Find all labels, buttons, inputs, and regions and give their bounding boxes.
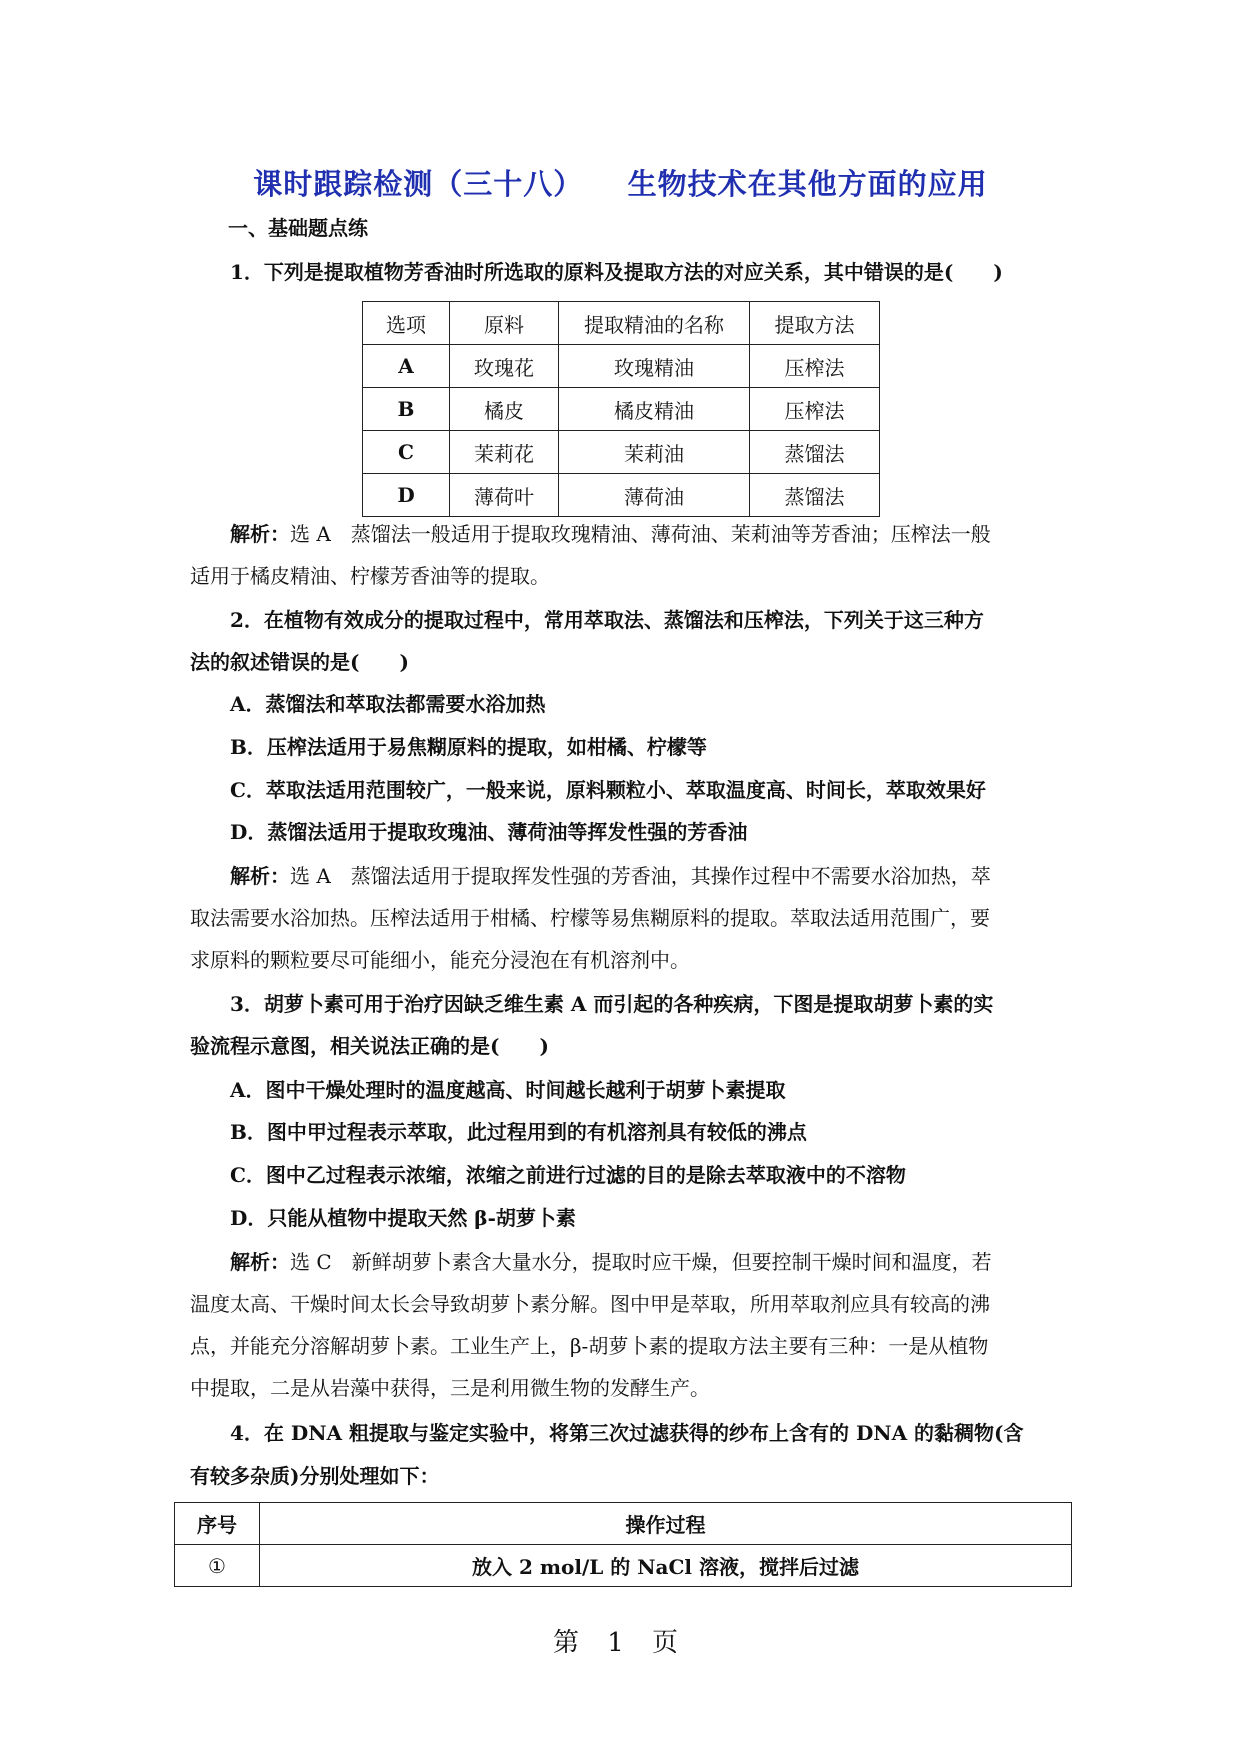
- table-header-cell: 原料: [450, 302, 559, 345]
- table-cell: 薄荷叶: [450, 474, 559, 517]
- option-a: A．蒸馏法和萃取法都需要水浴加热: [230, 692, 546, 716]
- question-3-explanation: [230, 1246, 1060, 1278]
- table-cell: 茉莉花: [450, 431, 559, 474]
- section-heading: 一、基础题点练: [228, 216, 368, 240]
- table-row: [363, 431, 880, 474]
- question-4-stem: 有较多杂质)分别处理如下：: [190, 1464, 440, 1488]
- question-1-table: [362, 301, 880, 517]
- explanation-label: 解析：: [230, 522, 290, 546]
- explanation-text: 选 C 新鲜胡萝卜素含大量水分，提取时应干燥，但要控制干燥时间和温度，若: [290, 1250, 992, 1274]
- explanation-label: 解析：: [230, 864, 290, 888]
- option-d: D．只能从植物中提取天然 β-胡萝卜素: [230, 1206, 576, 1230]
- option-b: B．压榨法适用于易焦糊原料的提取，如柑橘、柠檬等: [230, 735, 707, 759]
- question-2-stem: 法的叙述错误的是( ): [190, 650, 409, 674]
- option-d: D．蒸馏法适用于提取玫瑰油、薄荷油等挥发性强的芳香油: [230, 820, 748, 844]
- table-cell: 蒸馏法: [750, 431, 880, 474]
- table-cell: 橘皮: [450, 388, 559, 431]
- table-cell: C: [363, 431, 450, 474]
- question-2-stem: 2．在植物有效成分的提取过程中，常用萃取法、蒸馏法和压榨法，下列关于这三种方: [230, 608, 984, 632]
- table-row: [363, 345, 880, 388]
- table-header-cell: 提取方法: [750, 302, 880, 345]
- table-cell: B: [363, 388, 450, 431]
- table-cell: 玫瑰花: [450, 345, 559, 388]
- table-header-cell: 操作过程: [260, 1503, 1072, 1545]
- option-b: B．图中甲过程表示萃取，此过程用到的有机溶剂具有较低的沸点: [230, 1120, 807, 1144]
- option-c: C．图中乙过程表示浓缩，浓缩之前进行过滤的目的是除去萃取液中的不溶物: [230, 1163, 906, 1187]
- explanation-text: 取法需要水浴加热。压榨法适用于柑橘、柠檬等易焦糊原料的提取。萃取法适用范围广，要: [190, 906, 990, 930]
- table-header-cell: 提取精油的名称: [559, 302, 750, 345]
- table-cell: 压榨法: [750, 388, 880, 431]
- table-cell: 橘皮精油: [559, 388, 750, 431]
- option-a: A．图中干燥处理时的温度越高、时间越长越利于胡萝卜素提取: [230, 1078, 786, 1102]
- table-cell: 茉莉油: [559, 431, 750, 474]
- table-cell: 玫瑰精油: [559, 345, 750, 388]
- option-c: C．萃取法适用范围较广，一般来说，原料颗粒小、萃取温度高、时间长，萃取效果好: [230, 778, 986, 802]
- table-header-row: [363, 302, 880, 345]
- table-cell: D: [363, 474, 450, 517]
- page-number: 第 1 页: [552, 1628, 689, 1658]
- table-cell: A: [363, 345, 450, 388]
- table-header-cell: 序号: [175, 1503, 260, 1545]
- explanation-text: 点，并能充分溶解胡萝卜素。工业生产上，β-胡萝卜素的提取方法主要有三种：一是从植物: [190, 1334, 989, 1358]
- table-cell: 放入 2 mol/L 的 NaCl 溶液，搅拌后过滤: [260, 1545, 1072, 1587]
- explanation-text: 温度太高、干燥时间太长会导致胡萝卜素分解。图中甲是萃取，所用萃取剂应具有较高的沸: [190, 1292, 990, 1316]
- question-1-explanation: [230, 518, 1060, 550]
- question-4-table: [174, 1502, 1072, 1587]
- explanation-text: 选 A 蒸馏法适用于提取挥发性强的芳香油，其操作过程中不需要水浴加热，萃: [290, 864, 991, 888]
- table-cell: 蒸馏法: [750, 474, 880, 517]
- question-3-stem: 3．胡萝卜素可用于治疗因缺乏维生素 A 而引起的各种疾病，下图是提取胡萝卜素的实: [230, 992, 994, 1016]
- table-cell: 压榨法: [750, 345, 880, 388]
- explanation-label: 解析：: [230, 1250, 290, 1274]
- question-3-stem: 验流程示意图，相关说法正确的是( ): [190, 1034, 549, 1058]
- table-header-cell: 选项: [363, 302, 450, 345]
- table-row: [363, 474, 880, 517]
- question-4-stem: 4．在 DNA 粗提取与鉴定实验中，将第三次过滤获得的纱布上含有的 DNA 的黏稠物(含: [230, 1421, 1024, 1445]
- table-row: [175, 1545, 1072, 1587]
- page-title: 课时跟踪检测（三十八） 生物技术在其他方面的应用: [253, 167, 988, 201]
- question-1-stem: 1．下列是提取植物芳香油时所选取的原料及提取方法的对应关系，其中错误的是( ): [230, 260, 1003, 284]
- explanation-text: 求原料的颗粒要尽可能细小，能充分浸泡在有机溶剂中。: [190, 948, 690, 972]
- explanation-text: 选 A 蒸馏法一般适用于提取玫瑰精油、薄荷油、茉莉油等芳香油；压榨法一般: [290, 522, 991, 546]
- table-header-row: [175, 1503, 1072, 1545]
- table-cell: 薄荷油: [559, 474, 750, 517]
- table-cell: ①: [175, 1545, 260, 1587]
- explanation-text: 中提取，二是从岩藻中获得，三是利用微生物的发酵生产。: [190, 1376, 710, 1400]
- table-row: [363, 388, 880, 431]
- explanation-text: 适用于橘皮精油、柠檬芳香油等的提取。: [190, 564, 550, 588]
- question-2-explanation: [230, 860, 1060, 892]
